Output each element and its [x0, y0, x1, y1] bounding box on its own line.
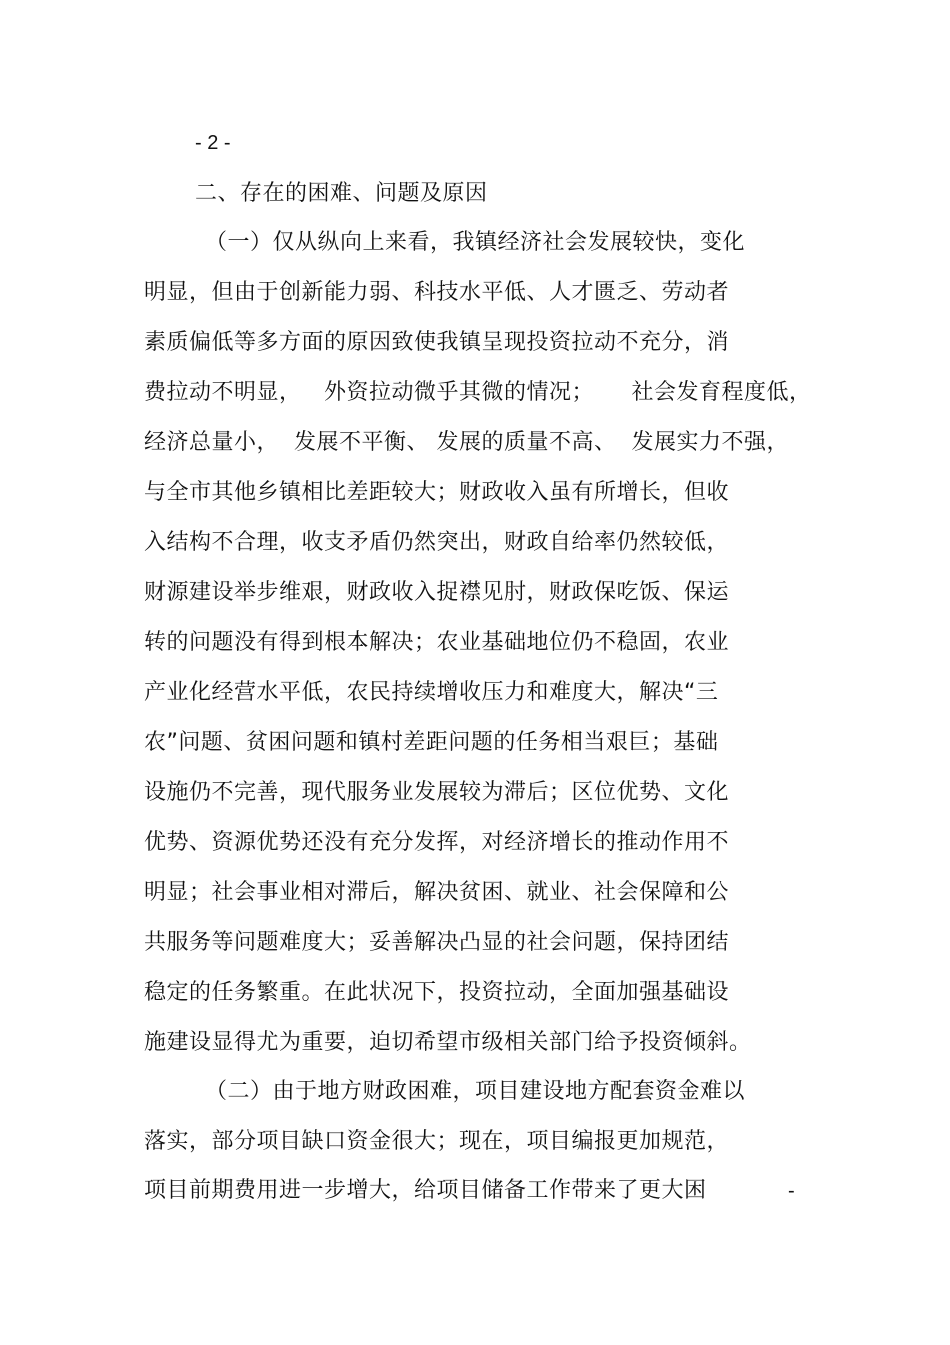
paragraph1-line: 共服务等问题难度大；妥善解决凸显的社会问题，保持团结 [144, 930, 730, 955]
paragraph1-line: 费拉动不明显， 外资拉动微乎其微的情况； 社会发育程度低， [144, 380, 812, 405]
paragraph1-line: 产业化经营水平低，农民持续增收压力和难度大，解决“三 [144, 680, 719, 705]
paragraph1-line: 入结构不合理，收支矛盾仍然突出，财政自给率仍然较低， [144, 530, 730, 555]
paragraph1-line: 素质偏低等多方面的原因致使我镇呈现投资拉动不充分，消 [144, 330, 730, 355]
paragraph1-line: 转的问题没有得到根本解决；农业基础地位仍不稳固，农业 [144, 630, 730, 655]
paragraph1-line: 稳定的任务繁重。在此状况下，投资拉动，全面加强基础设 [144, 980, 730, 1005]
paragraph2-line: 项目前期费用进一步增大，给项目储备工作带来了更大困 [144, 1178, 707, 1203]
edge-dash-mark: - [788, 1180, 795, 1202]
paragraph1-line: 优势、资源优势还没有充分发挥，对经济增长的推动作用不 [144, 830, 730, 855]
paragraph1-line: 施建设显得尤为重要，迫切希望市级相关部门给予投资倾斜。 [144, 1030, 752, 1055]
paragraph2-line: （二）由于地方财政困难，项目建设地方配套资金难以 [205, 1079, 746, 1104]
paragraph1-line: 农”问题、贫困问题和镇村差距问题的任务相当艰巨；基础 [144, 730, 719, 755]
paragraph1-line: 经济总量小， 发展不平衡、 发展的质量不高、 发展实力不强， [144, 430, 789, 455]
section-heading: 二、存在的困难、问题及原因 [195, 181, 488, 206]
paragraph1-line: 明显，但由于创新能力弱、科技水平低、人才匮乏、劳动者 [144, 280, 730, 305]
paragraph2-line: 落实，部分项目缺口资金很大；现在，项目编报更加规范， [144, 1129, 730, 1154]
paragraph1-line: 财源建设举步维艰，财政收入捉襟见肘，财政保吃饭、保运 [144, 580, 730, 605]
page-number: - 2 - [195, 132, 231, 154]
paragraph1-line: 与全市其他乡镇相比差距较大；财政收入虽有所增长，但收 [144, 480, 730, 505]
paragraph1-line: 设施仍不完善，现代服务业发展较为滞后；区位优势、文化 [144, 780, 730, 805]
paragraph1-line: （一）仅从纵向上来看，我镇经济社会发展较快，变化 [205, 230, 746, 255]
paragraph1-line: 明显；社会事业相对滞后，解决贫困、就业、社会保障和公 [144, 880, 730, 905]
